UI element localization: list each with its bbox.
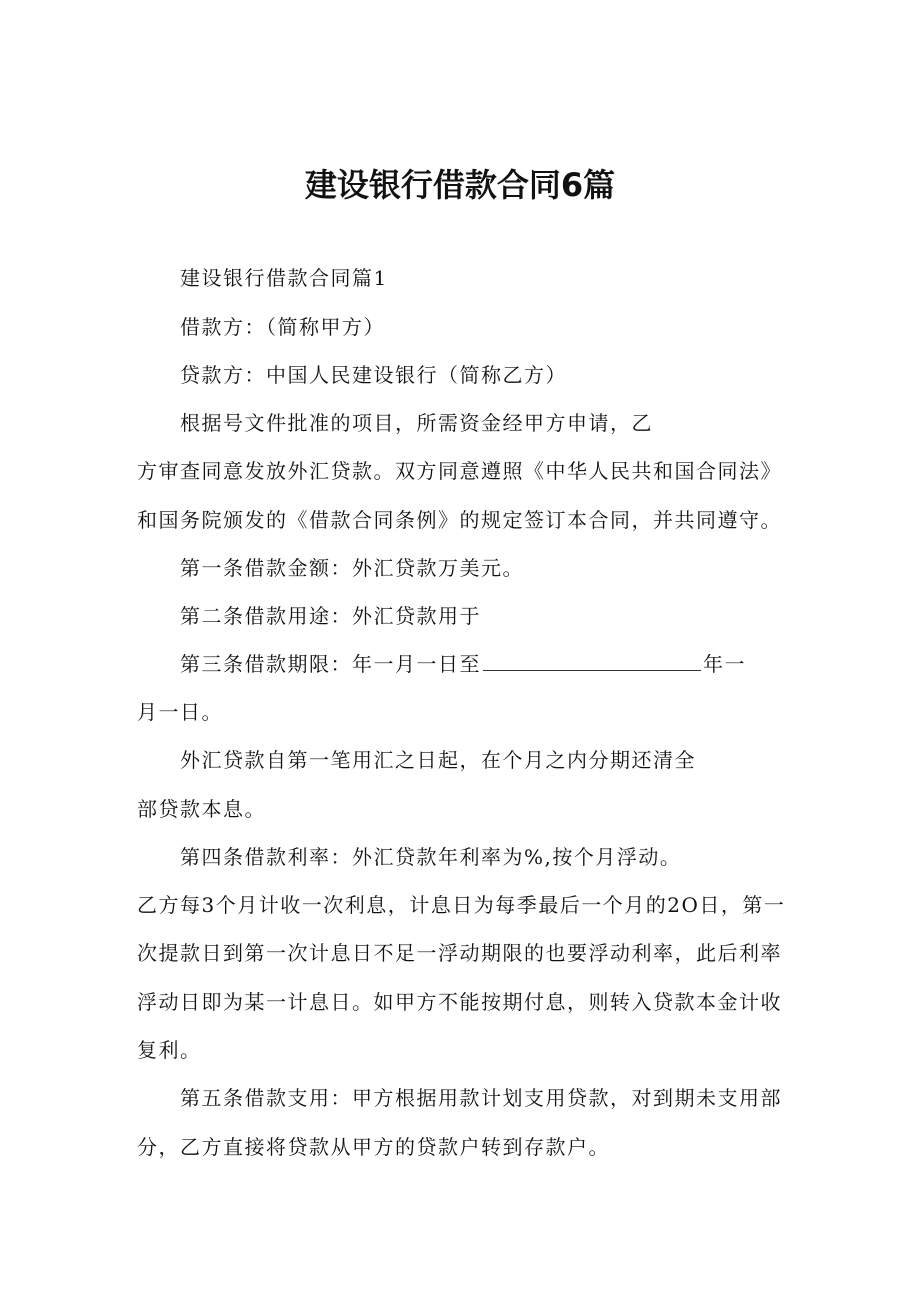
- paragraph-line: 分，乙方直接将贷款从甲方的贷款户转到存款户。: [137, 1135, 610, 1159]
- paragraph-line: 次提款日到第一次计息日不足一浮动期限的也要浮动利率，此后利率: [137, 941, 782, 965]
- paragraph-line: 和国务院颁发的《借款合同条例》的规定签订本合同，并共同遵守。: [137, 508, 782, 532]
- paragraph-line: 乙方每3个月计收一次利息，计息日为每季最后一个月的2O日，第一: [137, 893, 786, 917]
- paragraph-line: 外汇贷款自第一笔用汇之日起，在个月之内分期还清全: [180, 748, 696, 772]
- article-1-line: 第一条借款金额：外汇贷款万美元。: [180, 556, 524, 580]
- article-5-line: 第五条借款支用：甲方根据用款计划支用贷款，对到期未支用部: [180, 1086, 782, 1110]
- fill-in-blank-line: [483, 652, 701, 671]
- article-2-line: 第二条借款用途：外汇贷款用于: [180, 604, 481, 628]
- article-4-line: 第四条借款利率：外汇贷款年利率为%,按个月浮动。: [180, 845, 682, 869]
- document-title: 建设银行借款合同6篇: [304, 166, 616, 204]
- article-3-end-text: 年一: [703, 652, 746, 676]
- article-3-start-text: 第三条借款期限：年一月一日至: [180, 652, 481, 676]
- lender-line: 贷款方：中国人民建设银行（简称乙方）: [180, 363, 567, 387]
- paragraph-line: 部贷款本息。: [137, 797, 266, 821]
- paragraph-line: 方审查同意发放外汇贷款。双方同意遵照《中华人民共和国合同法》: [137, 459, 782, 483]
- article-3-line: [180, 652, 746, 676]
- section-heading: 建设银行借款合同篇1: [180, 266, 388, 290]
- paragraph-line: 复利。: [137, 1038, 202, 1062]
- borrower-line: 借款方：（简称甲方）: [180, 315, 385, 339]
- paragraph-line: 根据号文件批准的项目，所需资金经甲方申请，乙: [180, 411, 653, 435]
- paragraph-line: 浮动日即为某一计息日。如甲方不能按期付息，则转入贷款本金计收: [137, 990, 782, 1014]
- paragraph-line: 月一日。: [137, 700, 223, 724]
